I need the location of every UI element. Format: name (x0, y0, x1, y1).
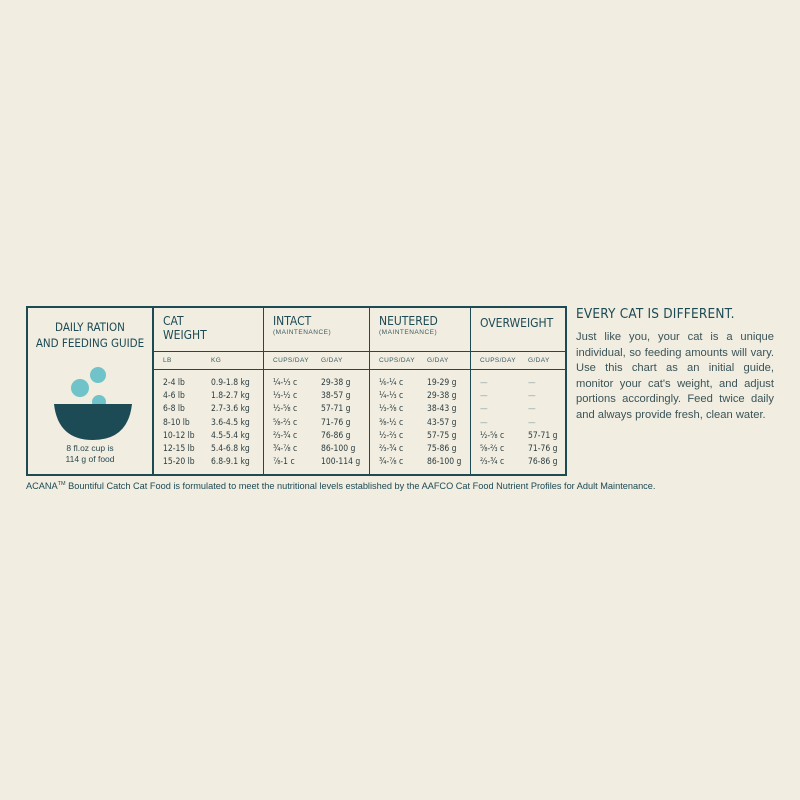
table-row (379, 456, 470, 469)
table-row (379, 416, 470, 429)
table-cell: 0.9-1.8 kg (211, 377, 250, 388)
table-cell: ¼-⅓ c (273, 377, 298, 388)
subheader-grams: G/DAY (321, 357, 343, 364)
table-cell: 29-38 g (427, 390, 457, 401)
table-row (480, 389, 565, 402)
kibble-icon (71, 379, 89, 397)
column-subtitle: (MAINTENANCE) (379, 329, 438, 336)
table-cell: 38-57 g (321, 390, 351, 401)
column-title: INTACT (273, 314, 312, 328)
column-overweight (471, 308, 565, 474)
table-row (273, 442, 369, 455)
table-cell: 19-29 g (427, 377, 457, 388)
table-cell: 5.4-6.8 kg (211, 444, 250, 455)
table-cell: — (480, 404, 488, 415)
table-cell: ⅔-¾ c (379, 444, 404, 455)
table-cell: 6.8-9.1 kg (211, 457, 250, 468)
guide-title (28, 319, 152, 351)
table-cell: — (480, 377, 488, 388)
column-body (471, 370, 565, 469)
column-body (154, 370, 263, 469)
table-row (480, 403, 565, 416)
subheader-grams: G/DAY (528, 357, 550, 364)
table-cell: ¼-⅓ c (379, 390, 404, 401)
table-cell: — (480, 417, 488, 428)
table-cell: 71-76 g (321, 417, 351, 428)
table-row (273, 456, 369, 469)
table-cell: 38-43 g (427, 404, 457, 415)
food-bowl-icon (54, 366, 134, 441)
statement-text: Bountiful Catch Cat Food is formulated to meet the nutritional levels established by the AAFCO Cat Food Nutrient Profiles for Adult Maintenance. (65, 481, 656, 492)
table-row (163, 403, 263, 416)
column-subtitle: (MAINTENANCE) (273, 329, 332, 336)
table-cell: — (528, 417, 536, 428)
table-row (480, 376, 565, 389)
table-cell: 57-75 g (427, 430, 457, 441)
table-row (480, 429, 565, 442)
table-cell: ½-⅝ c (480, 430, 505, 441)
table-cell: 3.6-4.5 kg (211, 417, 250, 428)
cup-note-line1: 8 fl.oz cup is (66, 443, 114, 453)
kibble-icon (90, 367, 106, 383)
table-cell: ⅙-¼ c (379, 377, 404, 388)
table-row (379, 442, 470, 455)
guide-intro-panel (28, 308, 154, 474)
table-row (480, 416, 565, 429)
table-row (273, 403, 369, 416)
table-cell: 6-8 lb (163, 404, 185, 415)
table-cell: — (528, 377, 536, 388)
table-cell: ⅞-1 c (273, 457, 295, 468)
table-row (273, 416, 369, 429)
table-cell: — (528, 404, 536, 415)
table-row (163, 456, 263, 469)
table-row (163, 389, 263, 402)
table-cell: ⅓-½ c (273, 390, 298, 401)
table-row (379, 389, 470, 402)
table-cell: 57-71 g (321, 404, 351, 415)
table-cell: 1.8-2.7 kg (211, 390, 250, 401)
subheader-cups: CUPS/DAY (480, 357, 516, 364)
note-text: Just like you, your cat is a unique individual, so feeding amounts will vary. Use this chart as an initial guide, monitor your cat's weight, and adjust portions accordingly. Feed twice daily and always provide fresh, clean water. (576, 331, 774, 421)
table-row (273, 429, 369, 442)
table-cell: 29-38 g (321, 377, 351, 388)
table-cell: 57-71 g (528, 430, 558, 441)
table-row (480, 442, 565, 455)
column-subheader (154, 352, 263, 370)
table-cell: ⅔-¾ c (480, 457, 505, 468)
feeding-guide-table (26, 306, 567, 476)
info-note (576, 306, 774, 423)
table-cell: 10-12 lb (163, 430, 195, 441)
guide-title-line2: AND FEEDING GUIDE (35, 336, 145, 350)
column-neutered (370, 308, 471, 474)
column-subheader (370, 352, 470, 370)
column-body (264, 370, 369, 469)
column-title: NEUTERED (379, 314, 438, 328)
subheader-cups: CUPS/DAY (273, 357, 309, 364)
guide-title-line1: DAILY RATION (55, 320, 125, 334)
column-subheader (471, 352, 565, 370)
column-header (154, 308, 263, 352)
table-cell: — (480, 390, 488, 401)
bowl-shape (54, 404, 132, 440)
table-cell: 2-4 lb (163, 377, 185, 388)
table-row (379, 376, 470, 389)
table-cell: ½-⅝ c (273, 404, 298, 415)
table-cell: 8-10 lb (163, 417, 190, 428)
table-cell: ½-⅔ c (379, 430, 404, 441)
table-cell: ⅝-⅔ c (273, 417, 298, 428)
column-header (264, 308, 369, 352)
column-cat-weight (154, 308, 264, 474)
table-cell: ⅔-¾ c (273, 430, 298, 441)
table-cell: 4-6 lb (163, 390, 185, 401)
column-header (471, 308, 565, 352)
table-cell: 76-86 g (528, 457, 558, 468)
note-title: EVERY CAT IS DIFFERENT. (576, 306, 735, 322)
table-cell: 15-20 lb (163, 457, 195, 468)
table-cell: 71-76 g (528, 444, 558, 455)
trademark: TM (57, 481, 66, 487)
cup-note (28, 443, 152, 465)
column-body (370, 370, 470, 469)
subheader-grams: G/DAY (427, 357, 449, 364)
table-cell: 2.7-3.6 kg (211, 404, 250, 415)
table-cell: 100-114 g (321, 457, 361, 468)
table-cell: ¾-⅞ c (273, 444, 298, 455)
table-cell: ¾-⅞ c (379, 457, 404, 468)
cup-note-line2: 114 g of food (65, 454, 115, 464)
column-title: CAT (163, 314, 184, 328)
table-cell: ⅓-⅜ c (379, 404, 404, 415)
table-row (379, 429, 470, 442)
table-cell: 86-100 g (321, 444, 356, 455)
column-header (370, 308, 470, 352)
table-cell: 86-100 g (427, 457, 462, 468)
table-cell: 75-86 g (427, 444, 457, 455)
table-row (163, 429, 263, 442)
table-row (163, 416, 263, 429)
table-row (273, 389, 369, 402)
table-cell: — (528, 390, 536, 401)
table-cell: 4.5-5.4 kg (211, 430, 250, 441)
subheader-lb: LB (163, 357, 172, 364)
brand-name: ACANA (26, 481, 58, 492)
aafco-statement (26, 481, 655, 491)
table-cell: 12-15 lb (163, 444, 195, 455)
table-cell: 76-86 g (321, 430, 351, 441)
subheader-kg: KG (211, 357, 222, 364)
table-row (163, 376, 263, 389)
subheader-cups: CUPS/DAY (379, 357, 415, 364)
column-intact (264, 308, 370, 474)
guide-columns (154, 308, 565, 474)
table-row (480, 456, 565, 469)
table-row (163, 442, 263, 455)
table-cell: ⅜-½ c (379, 417, 404, 428)
table-cell: ⅝-⅔ c (480, 444, 505, 455)
table-cell: 43-57 g (427, 417, 457, 428)
table-row (273, 376, 369, 389)
table-row (379, 403, 470, 416)
column-subheader (264, 352, 369, 370)
column-title-line2: WEIGHT (163, 328, 207, 342)
column-title: OVERWEIGHT (480, 316, 554, 330)
